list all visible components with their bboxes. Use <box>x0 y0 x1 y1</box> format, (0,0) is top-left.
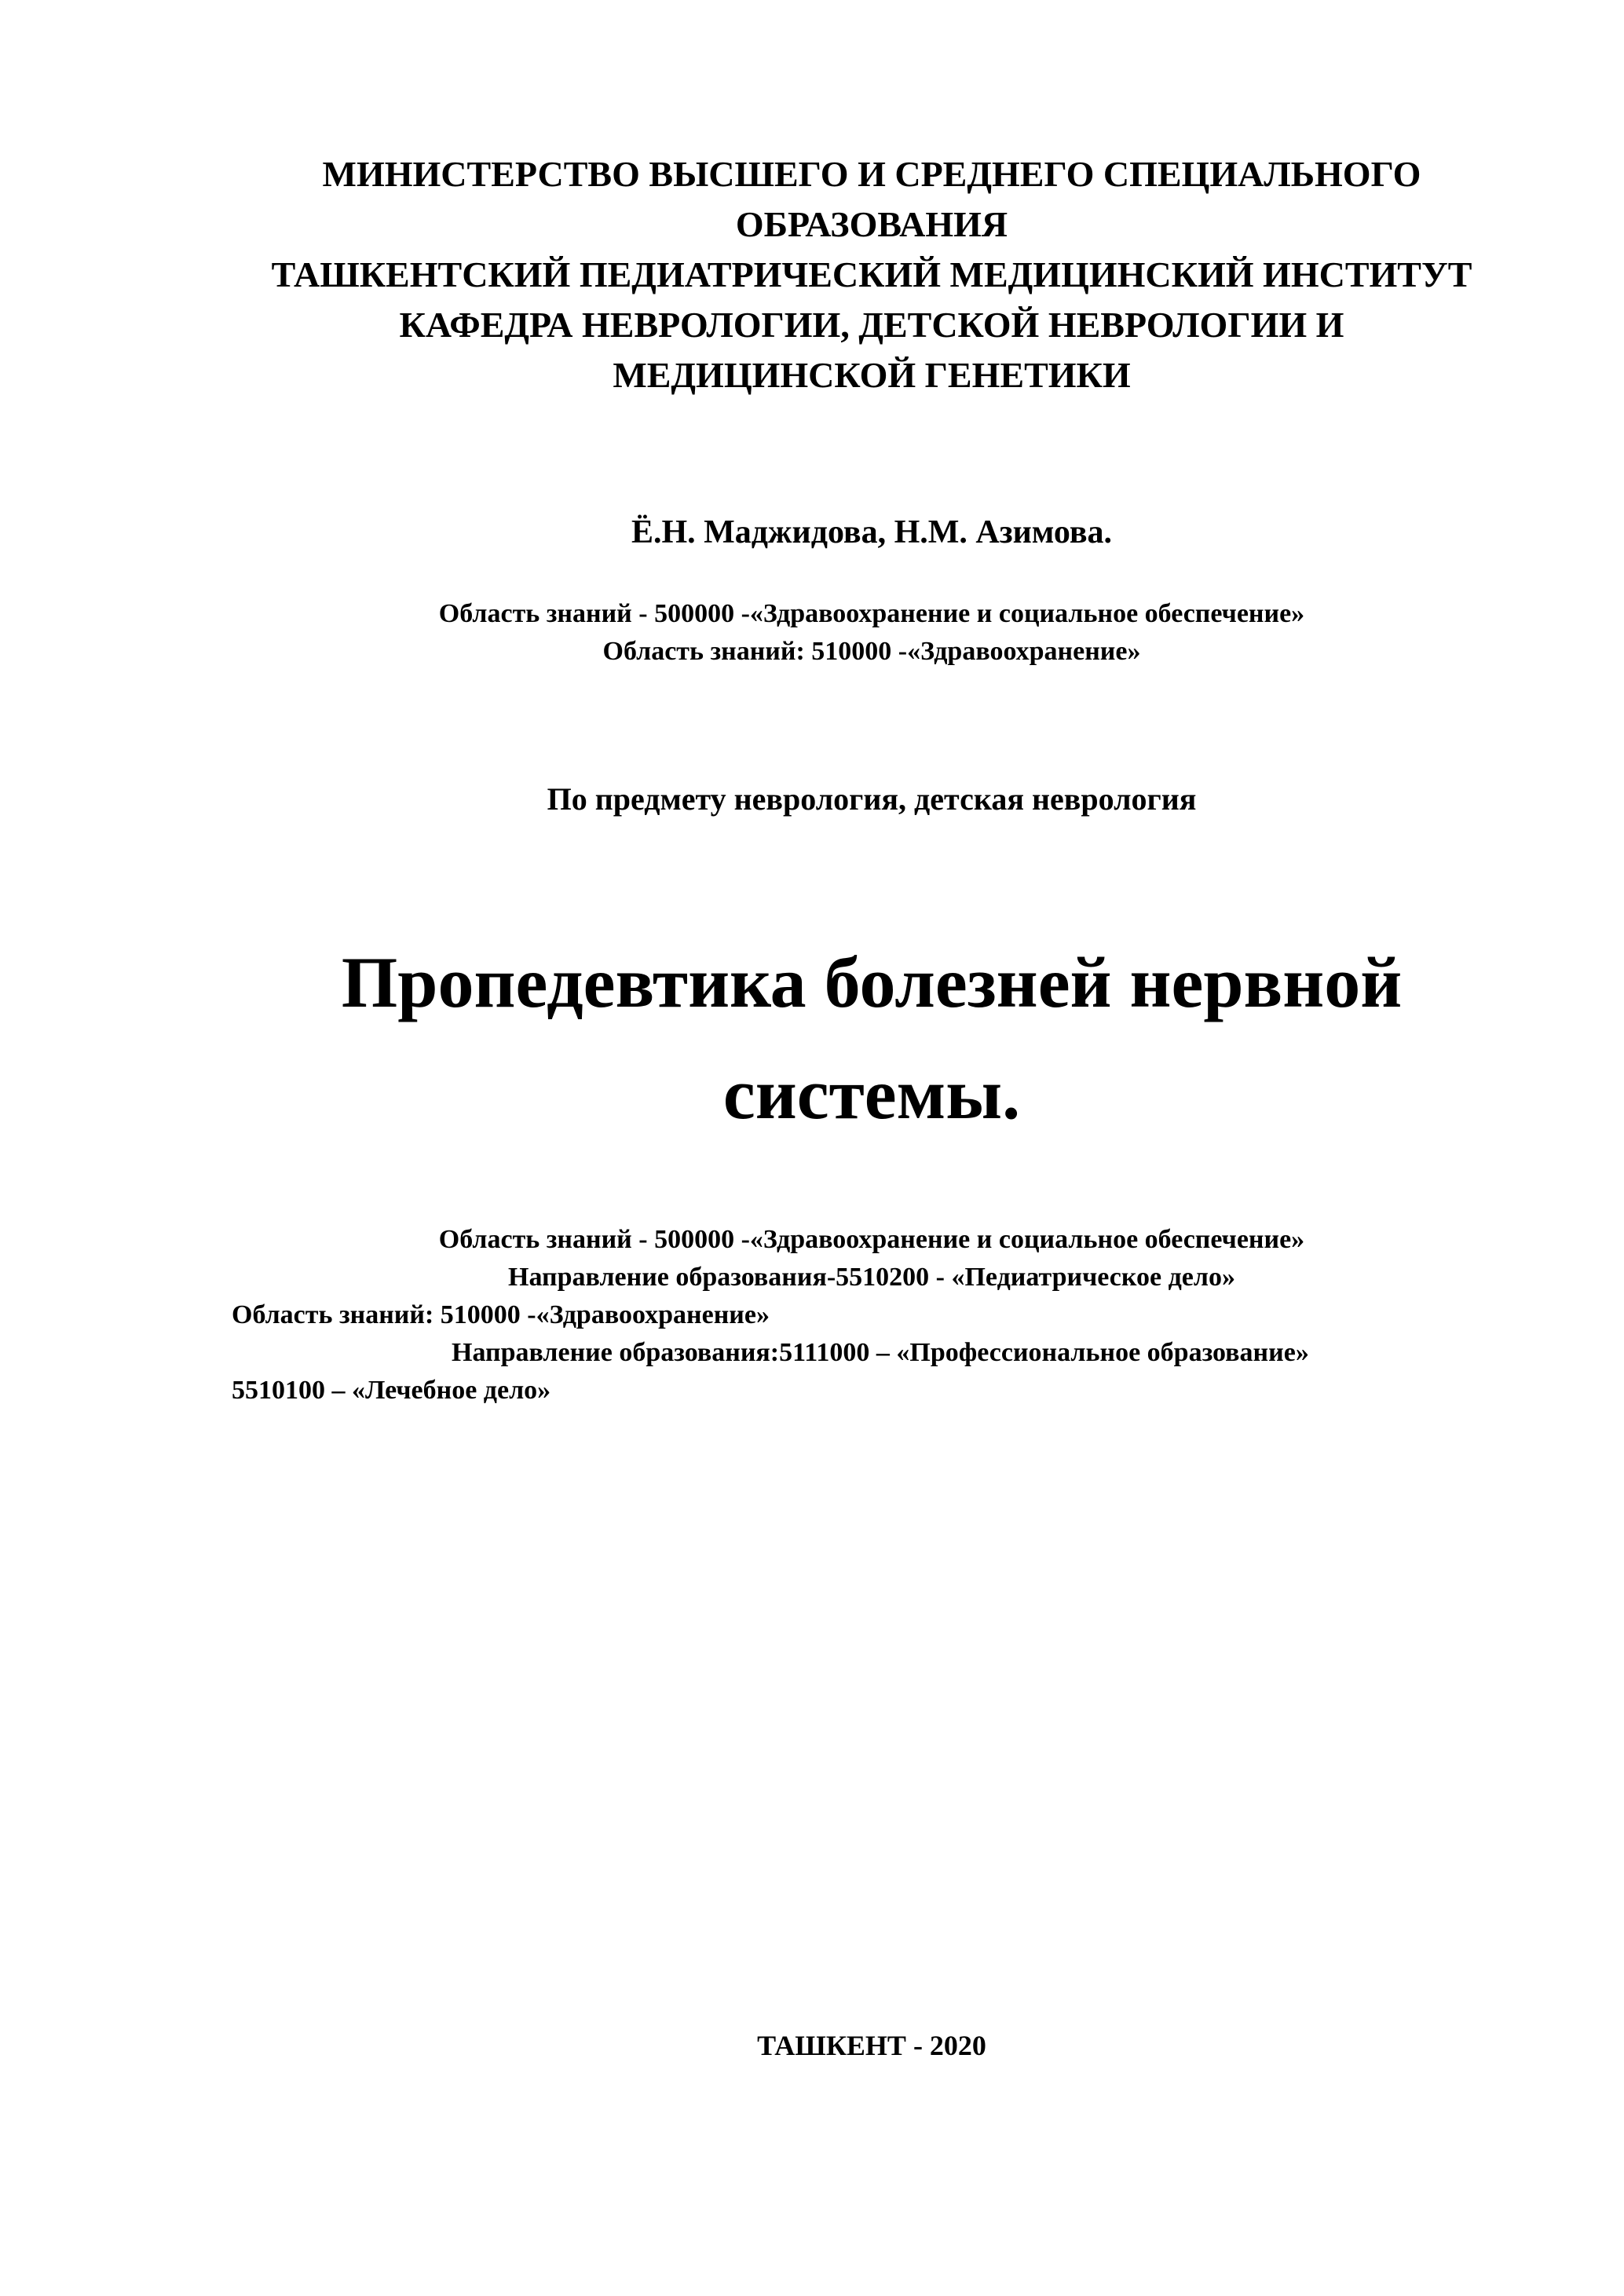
direction-line-5: 5510100 – «Лечебное дело» <box>232 1376 551 1405</box>
field-line-1: Область знаний - 500000 -«Здравоохранение и социальное обеспечение» <box>438 599 1305 628</box>
header-line-2: ОБРАЗОВАНИЯ <box>735 204 1008 244</box>
header-line-1: МИНИСТЕРСТВО ВЫСШЕГО И СРЕДНЕГО СПЕЦИАЛЬНОГО <box>322 154 1421 194</box>
ministry-header <box>228 149 1516 400</box>
document-title <box>188 927 1555 1150</box>
education-directions <box>228 1221 1516 1296</box>
subject-line: По предмету неврология, детская неврология <box>547 781 1197 817</box>
authors: Ё.Н. Маджидова, Н.М. Азимова. <box>631 514 1112 550</box>
direction-line-4: Направление образования:5111000 – «Профессиональное образование» <box>452 1338 1309 1367</box>
city-year: ТАШКЕНТ - 2020 <box>757 2030 986 2061</box>
direction-line-1: Область знаний - 500000 -«Здравоохранение и социальное обеспечение» <box>438 1225 1305 1254</box>
field-line-2: Область знаний: 510000 -«Здравоохранение» <box>602 637 1141 666</box>
direction-line-2: Направление образования-5510200 - «Педиатрическое дело» <box>508 1263 1235 1292</box>
title-line-2: системы. <box>722 1054 1021 1134</box>
header-line-5: МЕДИЦИНСКОЙ ГЕНЕТИКИ <box>613 355 1131 395</box>
header-line-4: КАФЕДРА НЕВРОЛОГИИ, ДЕТСКОЙ НЕВРОЛОГИИ И <box>399 305 1344 345</box>
knowledge-fields <box>228 595 1516 671</box>
direction-line-3: Область знаний: 510000 -«Здравоохранение» <box>232 1300 770 1329</box>
header-line-3: ТАШКЕНТСКИЙ ПЕДИАТРИЧЕСКИЙ МЕДИЦИНСКИЙ ИНСТИТУТ <box>271 254 1472 294</box>
title-line-1: Пропедевтика болезней нервной <box>341 942 1403 1022</box>
